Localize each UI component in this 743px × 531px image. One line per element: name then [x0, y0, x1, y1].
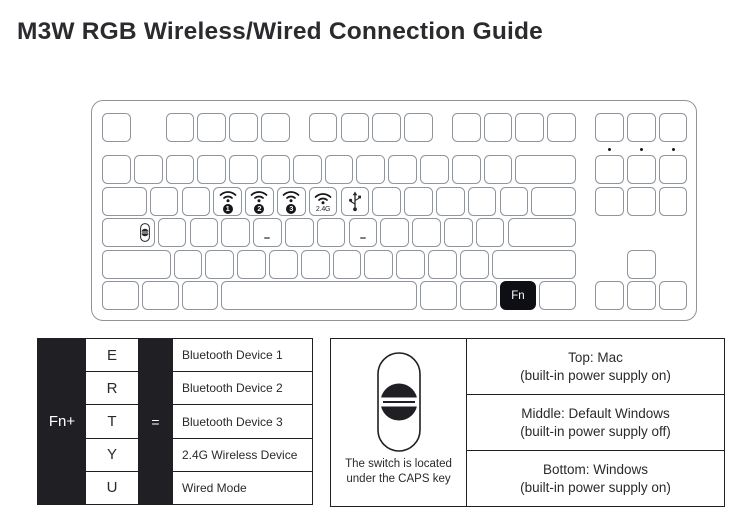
switch-caption: [345, 457, 452, 486]
key-space: [221, 281, 417, 310]
key-f2: [197, 113, 226, 142]
wifi-channel-badge: 1: [223, 204, 233, 214]
mode-detail: (built-in power supply off): [520, 423, 671, 439]
key-quote: [476, 218, 505, 247]
mode-position: Middle: Default Windows: [521, 406, 670, 421]
key-cell: R: [86, 372, 138, 405]
key-right-shift: [492, 250, 577, 279]
key-right-win: [460, 281, 497, 310]
usb-icon: [348, 191, 362, 212]
key-l: [412, 218, 441, 247]
key-home: [627, 155, 656, 184]
mode-row: [467, 395, 724, 451]
fn-prefix-cell: [38, 339, 86, 504]
key-left-shift: [102, 250, 171, 279]
switch-position-table: [330, 338, 725, 507]
key-g: [285, 218, 314, 247]
wifi-icon: [313, 190, 333, 205]
switch-icon: [377, 352, 421, 452]
key-left-alt: [182, 281, 219, 310]
mode-detail: (built-in power supply on): [520, 479, 671, 495]
key-1: [134, 155, 163, 184]
key-f7: [372, 113, 401, 142]
key-x: [205, 250, 234, 279]
key-h: [317, 218, 346, 247]
mode-position: Top: Mac: [568, 350, 623, 365]
key-f9: [452, 113, 481, 142]
key-b: [301, 250, 330, 279]
switch-caption-line: The switch is located: [345, 458, 452, 470]
key-arrow-down: [627, 281, 656, 310]
key-k: [380, 218, 409, 247]
key-f3: [229, 113, 258, 142]
key-5: [261, 155, 290, 184]
key-r-bluetooth-2: [245, 187, 274, 216]
key-period: [428, 250, 457, 279]
mode-column: [466, 339, 724, 506]
key-grave: [102, 155, 131, 184]
key-f12: [547, 113, 576, 142]
key-w: [182, 187, 211, 216]
key-scroll-lock: [627, 113, 656, 142]
key-f8: [404, 113, 433, 142]
key-right-ctrl: [539, 281, 576, 310]
key-j: [349, 218, 378, 247]
key-d: [221, 218, 250, 247]
wifi-channel-badge: 3: [286, 204, 296, 214]
homing-dash: [264, 237, 270, 239]
wifi-channel-badge: 2: [254, 204, 264, 214]
key-e-bluetooth-1: [213, 187, 242, 216]
key-4: [229, 155, 258, 184]
fn-keys-column: [86, 339, 138, 504]
key-left-win: [142, 281, 179, 310]
wifi-24g-label: 2.4G: [315, 205, 331, 213]
key-end: [627, 187, 656, 216]
equals-label: =: [151, 413, 160, 430]
key-cell: T: [86, 405, 138, 438]
equals-cell: [138, 339, 173, 504]
key-c: [237, 250, 266, 279]
key-equals: [484, 155, 513, 184]
led-indicator: [640, 148, 643, 151]
key-v: [269, 250, 298, 279]
key-tab: [102, 187, 147, 216]
key-cell: E: [86, 339, 138, 372]
key-fn: Fn: [500, 281, 537, 310]
key-semicolon: [444, 218, 473, 247]
page-title: M3W RGB Wireless/Wired Connection Guide: [17, 18, 543, 45]
key-t-bluetooth-3: [277, 187, 306, 216]
key-y-24g: [309, 187, 338, 216]
key-backspace: [515, 155, 576, 184]
key-3: [197, 155, 226, 184]
key-f6: [341, 113, 370, 142]
mode-row: [467, 451, 724, 506]
keyboard-diagram: [91, 100, 697, 321]
key-p: [436, 187, 465, 216]
fn-prefix-label: Fn+: [48, 413, 76, 430]
key-7: [325, 155, 354, 184]
key-cell: U: [106, 479, 118, 497]
result-cell: Wired Mode: [182, 480, 247, 495]
key-q: [150, 187, 179, 216]
key-6: [293, 155, 322, 184]
key-arrow-up: [627, 250, 656, 279]
key-i: [372, 187, 401, 216]
result-cell: 2.4G Wireless Device: [173, 439, 312, 472]
wifi-icon: [218, 188, 238, 203]
switch-key-icon: [140, 223, 150, 242]
fn-combo-table: [37, 338, 313, 505]
key-f4: [261, 113, 290, 142]
key-8: [356, 155, 385, 184]
key-delete: [595, 187, 624, 216]
led-indicator: [672, 148, 675, 151]
key-f5: [309, 113, 338, 142]
result-cell: Bluetooth Device 2: [173, 372, 312, 405]
result-cell: Bluetooth Device 3: [173, 405, 312, 438]
key-u-wired: [341, 187, 370, 216]
mode-row: [467, 339, 724, 395]
key-2: [166, 155, 195, 184]
led-indicator: [608, 148, 611, 151]
key-s: [190, 218, 219, 247]
key-caps-lock: [102, 218, 155, 247]
key-left-bracket: [468, 187, 497, 216]
homing-dash: [360, 237, 366, 239]
key-insert: [595, 155, 624, 184]
key-arrow-right: [659, 281, 688, 310]
key-print-screen: [595, 113, 624, 142]
key-0: [420, 155, 449, 184]
key-f: [253, 218, 282, 247]
key-minus: [452, 155, 481, 184]
key-f1: [166, 113, 195, 142]
key-f11: [515, 113, 544, 142]
key-cell: Y: [86, 439, 138, 472]
key-comma: [396, 250, 425, 279]
key-m: [364, 250, 393, 279]
key-left-ctrl: [102, 281, 139, 310]
fn-results-column: [173, 339, 312, 504]
result-cell: Bluetooth Device 1: [173, 339, 312, 372]
key-o: [404, 187, 433, 216]
switch-cell: [331, 339, 466, 506]
mode-position: Bottom: Windows: [542, 462, 649, 477]
key-right-alt: [420, 281, 457, 310]
mode-detail: (built-in power supply on): [520, 367, 671, 383]
key-slash: [460, 250, 489, 279]
wifi-icon: [281, 188, 301, 203]
key-f10: [484, 113, 513, 142]
key-right-bracket: [500, 187, 529, 216]
key-arrow-left: [595, 281, 624, 310]
key-page-down: [659, 187, 688, 216]
key-z: [174, 250, 203, 279]
key-pause: [659, 113, 688, 142]
key-a: [158, 218, 187, 247]
key-n: [333, 250, 362, 279]
key-enter: [508, 218, 577, 247]
key-esc: [102, 113, 131, 142]
key-page-up: [659, 155, 688, 184]
wifi-icon: [249, 188, 269, 203]
key-backslash: [531, 187, 576, 216]
key-9: [388, 155, 417, 184]
switch-caption-line: under the CAPS key: [346, 472, 451, 485]
